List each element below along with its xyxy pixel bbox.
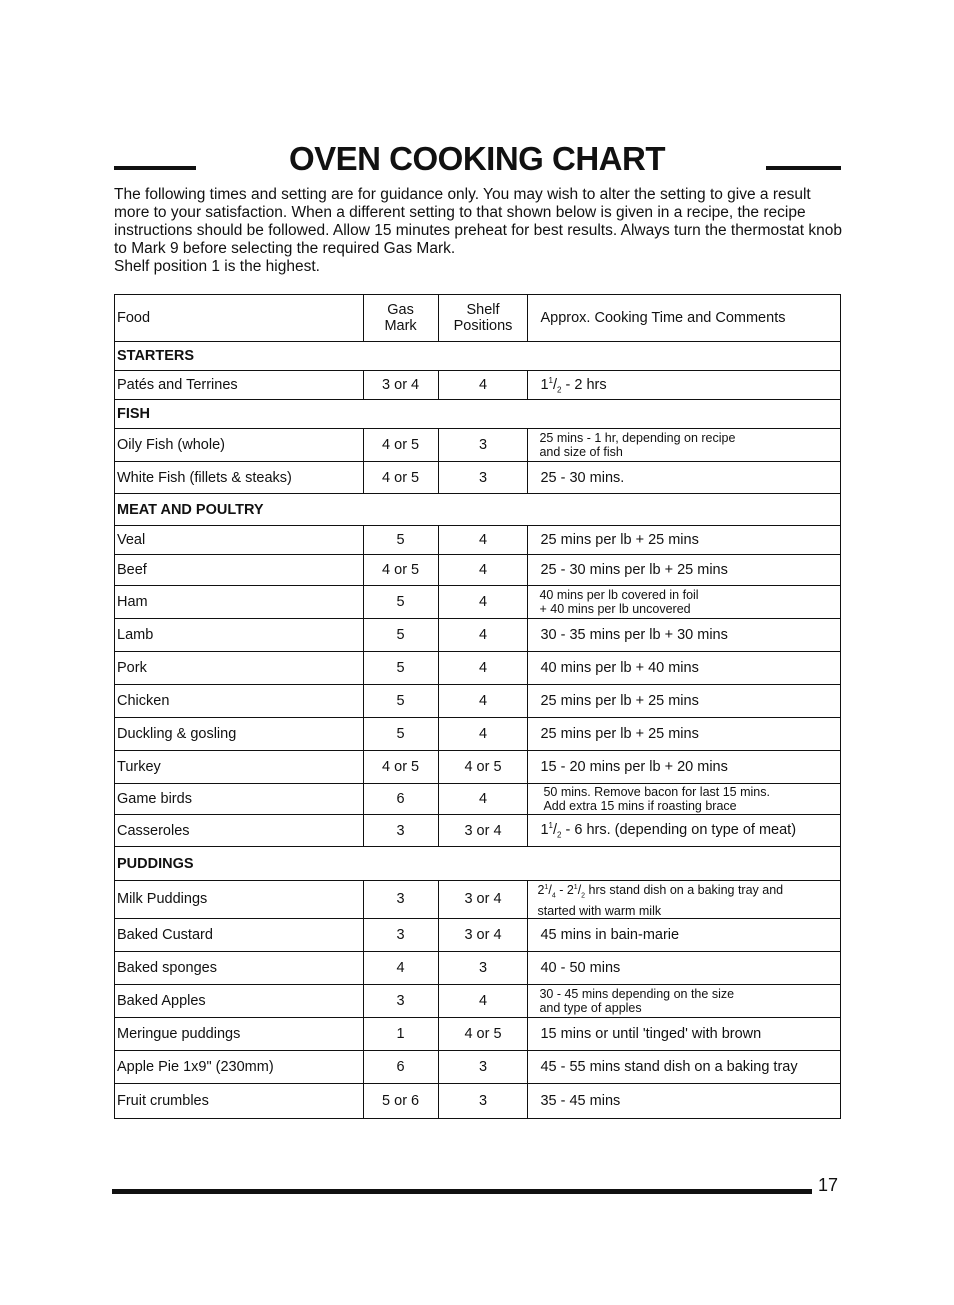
table-row: Duckling & gosling 5 4 25 mins per lb + 25 mins [115, 718, 841, 751]
table-row: Pork 5 4 40 mins per lb + 40 mins [115, 652, 841, 685]
table-row: Beef 4 or 5 4 25 - 30 mins per lb + 25 mins [115, 555, 841, 586]
table-row: White Fish (fillets & steaks) 4 or 5 3 25 - 30 mins. [115, 462, 841, 494]
title-rule-right [766, 166, 841, 170]
section-row-puddings: PUDDINGS [115, 847, 841, 881]
shelf-note: Shelf position 1 is the highest. [114, 258, 320, 275]
header-comments: Approx. Cooking Time and Comments [528, 295, 841, 342]
table-row: Baked Apples 3 4 30 - 45 mins depending on the size and type of apples [115, 984, 841, 1017]
section-row-meat: MEAT AND POULTRY [115, 494, 841, 526]
table-row: Oily Fish (whole) 4 or 5 3 25 mins - 1 hr, depending on recipe and size of fish [115, 429, 841, 462]
table-row: Fruit crumbles 5 or 6 3 35 - 45 mins [115, 1083, 841, 1118]
table-row: Baked Custard 3 3 or 4 45 mins in bain-marie [115, 918, 841, 951]
table-header-row [115, 295, 841, 342]
header-food: Food [115, 295, 364, 342]
table-row: Veal 5 4 25 mins per lb + 25 mins [115, 526, 841, 555]
intro-text [114, 186, 844, 276]
table-row: Baked sponges 4 3 40 - 50 mins [115, 951, 841, 984]
table-row: Turkey 4 or 5 4 or 5 15 - 20 mins per lb + 20 mins [115, 751, 841, 784]
table-row: Ham 5 4 40 mins per lb covered in foil + 40 mins per lb uncovered [115, 586, 841, 619]
table-row: Meringue puddings 1 4 or 5 15 mins or until 'tinged' with brown [115, 1017, 841, 1050]
table-row: Milk Puddings 3 3 or 4 $2^1/_4 - 2^1/_2$ hrs stand dish on a baking tray and started with warm milk [115, 881, 841, 919]
section-row-fish: FISH [115, 400, 841, 429]
table-row: Patés and Terrines 3 or 4 4 $1^1/_2 - 2$ hrs [115, 371, 841, 400]
header-shelf-positions: Shelf Positions [438, 295, 528, 342]
table-row: Lamb 5 4 30 - 35 mins per lb + 30 mins [115, 619, 841, 652]
footer-rule [112, 1189, 812, 1194]
page-title: OVEN COOKING CHART [288, 140, 665, 177]
cooking-chart-table [114, 294, 841, 1119]
table-row: Game birds 6 4 50 mins. Remove bacon for last 15 mins. Add extra 15 mins if roasting brace [115, 784, 841, 815]
table-row: Apple Pie 1x9" (230mm) 6 3 45 - 55 mins stand dish on a baking tray [115, 1050, 841, 1083]
table-row: Casseroles 3 3 or 4 $1^1/_2 - 6$ hrs. (depending on type of meat) [115, 815, 841, 847]
page-number: 17 [818, 1175, 839, 1195]
table-row: Chicken 5 4 25 mins per lb + 25 mins [115, 685, 841, 718]
intro-paragraph: The following times and setting are for guidance only. You may wish to alter the setting to give a result more to your satisfaction. When a different setting to that shown below is given in a recipe, the recipe instructions should be followed. Allow 15 minutes preheat for best results. Always turn the thermostat knob to Mark 9 before selecting the required Gas Mark. [114, 186, 843, 257]
header-gas-mark: Gas Mark [363, 295, 438, 342]
section-row-starters: STARTERS [115, 342, 841, 371]
